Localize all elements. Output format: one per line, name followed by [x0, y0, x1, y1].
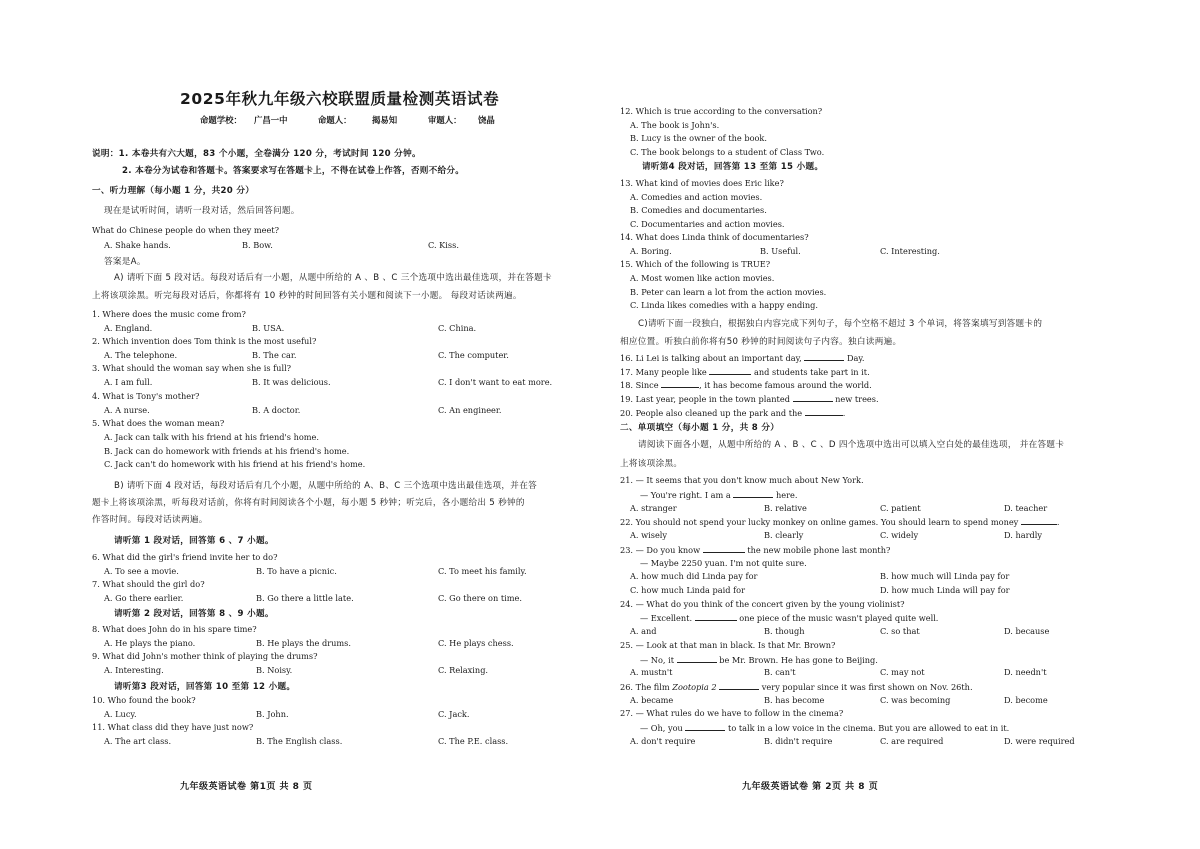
question-1-option-c: C. China. — [438, 323, 477, 333]
question-2-option-a: A. The telephone. — [104, 350, 178, 360]
page-2-footer: 九年级英语试卷 第 2页 共 8 页 — [742, 782, 879, 792]
question-23-prompt: 23. — Do you know the new mobile phone last month? — [620, 545, 891, 555]
question-4-option-b: B. A doctor. — [252, 405, 301, 415]
question-3-option-a: A. I am full. — [104, 377, 153, 387]
question-22-blank — [1021, 516, 1057, 525]
question-22-option-a: A. wisely — [630, 530, 668, 540]
question-27-prompt: 27. — What rules do we have to follow in the cinema? — [620, 708, 844, 718]
question-6: 6. What did the girl's friend invite her to do? — [92, 552, 278, 562]
question-26-option-c: C. was becoming — [880, 695, 951, 705]
section-2-instructions-1: 请阅读下面各小题，从题中所给的 A 、B 、C 、D 四个选项中选出可以填入空白处的最佳选项， 并在答题卡 — [638, 440, 1065, 450]
question-26-option-a: A. became — [630, 695, 674, 705]
question-14-option-c: C. Interesting. — [880, 246, 940, 256]
question-17: 17. Many people like and students take part in it. — [620, 367, 870, 377]
question-9: 9. What did John's mother think of playing the drums? — [92, 651, 318, 661]
question-13: 13. What kind of movies does Eric like? — [620, 178, 784, 188]
page-1-footer: 九年级英语试卷 第1页 共 8 页 — [180, 782, 313, 792]
question-10-option-c: C. Jack. — [438, 709, 470, 719]
question-5: 5. What does the woman mean? — [92, 418, 225, 428]
question-12-option-a: A. The book is John's. — [630, 120, 720, 130]
question-20-blank — [805, 407, 843, 416]
question-27-option-b: B. didn't require — [764, 736, 833, 746]
question-24-prompt: 24. — What do you think of the concert given by the young violinist? — [620, 599, 905, 609]
question-21-reply: — You're right. I am a here. — [640, 490, 798, 500]
question-20: 20. People also cleaned up the park and the . — [620, 408, 846, 418]
question-23-option-a: A. how much did Linda pay for — [630, 571, 758, 581]
question-21-option-b: B. relative — [764, 503, 807, 513]
question-19-blank — [793, 393, 833, 402]
question-3-option-b: B. It was delicious. — [252, 377, 331, 387]
question-14-option-a: A. Boring. — [630, 246, 672, 256]
question-27-reply: — Oh, you to talk in a low voice in the cinema. But you are allowed to eat in it. — [640, 723, 1010, 733]
question-3-option-c: C. I don't want to eat more. — [438, 377, 553, 387]
school-name: 广昌一中 — [254, 115, 288, 125]
question-26-blank — [719, 681, 759, 690]
question-10-option-a: A. Lucy. — [104, 709, 137, 719]
question-17-blank — [709, 366, 751, 375]
question-7-option-c: C. Go there on time. — [438, 593, 522, 603]
question-9-option-a: A. Interesting. — [104, 665, 164, 675]
question-8-option-c: C. He plays chess. — [438, 638, 514, 648]
question-11-option-a: A. The art class. — [104, 736, 172, 746]
question-21-prompt: 21. — It seems that you don't know much about New York. — [620, 475, 864, 485]
question-23-option-b: B. how much will Linda pay for — [880, 571, 1010, 581]
question-6-option-a: A. To see a movie. — [104, 566, 179, 576]
setter-label: 命题人： — [318, 115, 352, 125]
sample-option-c: C. Kiss. — [428, 240, 459, 250]
part-b-instructions-3: 作答时间。每段对话读两遍。 — [92, 515, 208, 525]
question-25-reply: — No, it be Mr. Brown. He has gone to Beijing. — [640, 655, 878, 665]
question-2-option-c: C. The computer. — [438, 350, 509, 360]
question-3: 3. What should the woman say when she is full? — [92, 363, 292, 373]
question-25-blank — [677, 654, 717, 663]
question-15-option-b: B. Peter can learn a lot from the action movies. — [630, 287, 827, 297]
dialogue-2-heading: 请听第 2 段对话，回答第 8 、9 小题。 — [114, 609, 274, 619]
question-21-option-c: C. patient — [880, 503, 921, 513]
question-18: 18. Since , it has become famous around the world. — [620, 380, 872, 390]
question-24-option-b: B. though — [764, 626, 805, 636]
question-21-blank — [733, 489, 773, 498]
question-19: 19. Last year, people in the town planted new trees. — [620, 394, 879, 404]
question-18-blank — [661, 379, 699, 388]
question-2-option-b: B. The car. — [252, 350, 297, 360]
question-2: 2. Which invention does Tom think is the most useful? — [92, 336, 317, 346]
question-4-option-a: A. A nurse. — [104, 405, 150, 415]
sample-option-b: B. Bow. — [242, 240, 273, 250]
question-7-option-a: A. Go there earlier. — [104, 593, 184, 603]
instructions-line-1: 说明：1. 本卷共有六大题，83 个小题，全卷满分 120 分，考试时间 120 分钟。 — [92, 149, 421, 159]
question-1: 1. Where does the music come from? — [92, 309, 246, 319]
question-4-option-c: C. An engineer. — [438, 405, 502, 415]
question-25-option-b: B. can't — [764, 667, 796, 677]
part-b-instructions-1: B) 请听下面 4 段对话，每段对话后有几个小题，从题中所给的 A、B、C 三个选项中选出最佳选项，并在答 — [114, 481, 537, 491]
question-27-option-d: D. were required — [1004, 736, 1075, 746]
question-25-prompt: 25. — Look at that man in black. Is that Mr. Brown? — [620, 640, 836, 650]
question-27-option-a: A. don't require — [630, 736, 696, 746]
question-4: 4. What is Tony's mother? — [92, 391, 200, 401]
question-21-option-a: A. stranger — [630, 503, 677, 513]
question-9-option-c: C. Relaxing. — [438, 665, 489, 675]
sample-option-a: A. Shake hands. — [104, 240, 171, 250]
question-7-option-b: B. Go there a little late. — [256, 593, 354, 603]
question-1-option-a: A. England. — [104, 323, 153, 333]
sample-intro: 现在是试听时间，请听一段对话，然后回答问题。 — [104, 206, 300, 216]
question-25-option-d: D. needn't — [1004, 667, 1047, 677]
question-5-option-c: C. Jack can't do homework with his friend at his friend's home. — [104, 459, 366, 469]
question-22-option-d: D. hardly — [1004, 530, 1043, 540]
question-6-option-b: B. To have a picnic. — [256, 566, 337, 576]
question-8: 8. What does John do in his spare time? — [92, 624, 257, 634]
question-27-option-c: C. are required — [880, 736, 944, 746]
part-c-instructions-2: 相应位置。听独白前你将有50 秒钟的时间阅读句子内容。独白读两遍。 — [620, 337, 902, 347]
question-11-option-b: B. The English class. — [256, 736, 343, 746]
question-23-reply: — Maybe 2250 yuan. I'm not quite sure. — [640, 558, 807, 568]
question-22: 22. You should not spend your lucky monkey on online games. You should learn to spend money . — [620, 517, 1060, 527]
part-b-instructions-2: 题卡上将该项涂黑，听每段对话前，你将有时间阅读各个小题，每小题 5 秒钟；听完后，各小题给出 5 秒钟的 — [92, 498, 525, 508]
sample-question: What do Chinese people do when they meet? — [92, 225, 280, 235]
question-13-option-c: C. Documentaries and action movies. — [630, 219, 785, 229]
sample-answer: 答案是A。 — [104, 257, 146, 267]
question-11-option-c: C. The P.E. class. — [438, 736, 509, 746]
question-13-option-a: A. Comedies and action movies. — [630, 192, 763, 202]
question-24-reply: — Excellent. one piece of the music wasn't played quite well. — [640, 613, 939, 623]
question-6-option-c: C. To meet his family. — [438, 566, 527, 576]
question-23-option-d: D. how much Linda will pay for — [880, 585, 1010, 595]
question-9-option-b: B. Noisy. — [256, 665, 293, 675]
question-13-option-b: B. Comedies and documentaries. — [630, 205, 767, 215]
question-14: 14. What does Linda think of documentaries? — [620, 232, 809, 242]
question-25-option-c: C. may not — [880, 667, 925, 677]
question-12-option-c: C. The book belongs to a student of Class Two. — [630, 147, 825, 157]
section-2-instructions-2: 上将该项涂黑。 — [620, 459, 683, 469]
question-1-option-b: B. USA. — [252, 323, 285, 333]
exam-title: 2025年秋九年级六校联盟质量检测英语试卷 — [180, 90, 500, 108]
question-23-blank — [703, 544, 745, 553]
question-26-option-b: B. has become — [764, 695, 825, 705]
question-12-option-b: B. Lucy is the owner of the book. — [630, 133, 767, 143]
question-10: 10. Who found the book? — [92, 695, 196, 705]
reviewer-name: 饶晶 — [478, 115, 495, 125]
part-a-instructions-2: 上将该项涂黑。听完每段对话后，你都将有 10 秒钟的时间回答有关小题和阅读下一小题。 每段对话读两遍。 — [92, 291, 522, 301]
part-a-instructions-1: A) 请听下面 5 段对话。每段对话后有一小题，从题中所给的 A 、B 、C 三个选项中选出最佳选项，并在答题卡 — [114, 273, 552, 283]
question-26: 26. The film Zootopia 2 very popular since it was first shown on Nov. 26th. — [620, 682, 973, 692]
question-12: 12. Which is true according to the conversation? — [620, 106, 823, 116]
question-8-option-b: B. He plays the drums. — [256, 638, 351, 648]
question-24-blank — [695, 612, 737, 621]
question-27-blank — [685, 722, 725, 731]
film-title: Zootopia 2 — [672, 682, 717, 692]
question-25-option-a: A. mustn't — [630, 667, 673, 677]
instructions-line-2: 2. 本卷分为试卷和答题卡。答案要求写在答题卡上，不得在试卷上作答，否则不给分。 — [122, 166, 465, 176]
question-22-option-c: C. widely — [880, 530, 919, 540]
question-26-option-d: D. become — [1004, 695, 1048, 705]
question-7: 7. What should the girl do? — [92, 579, 205, 589]
question-10-option-b: B. John. — [256, 709, 289, 719]
reviewer-label: 审题人： — [428, 115, 462, 125]
question-21-option-d: D. teacher — [1004, 503, 1048, 513]
question-23-option-c: C. how much Linda paid for — [630, 585, 746, 595]
dialogue-3-heading: 请听第3 段对话，回答第 10 至第 12 小题。 — [114, 682, 296, 692]
part-c-instructions-1: C)请听下面一段独白，根据独白内容完成下列句子，每个空格不超过 3 个单词，将答案填写到答题卡的 — [638, 319, 1043, 329]
question-24-option-a: A. and — [630, 626, 657, 636]
setter-name: 揭易知 — [372, 115, 398, 125]
section-1-heading: 一、听力理解（每小题 1 分，共20 分） — [92, 186, 255, 196]
section-2-heading: 二、单项填空（每小题 1 分，共 8 分） — [620, 423, 780, 433]
dialogue-4-heading: 请听第4 段对话，回答第 13 至第 15 小题。 — [642, 162, 824, 172]
question-14-option-b: B. Useful. — [760, 246, 801, 256]
question-8-option-a: A. He plays the piano. — [104, 638, 196, 648]
dialogue-1-heading: 请听第 1 段对话，回答第 6 、7 小题。 — [114, 536, 274, 546]
question-24-option-c: C. so that — [880, 626, 920, 636]
school-label: 命题学校： — [200, 115, 242, 125]
question-22-option-b: B. clearly — [764, 530, 804, 540]
question-15-option-a: A. Most women like action movies. — [630, 273, 775, 283]
question-15: 15. Which of the following is TRUE? — [620, 259, 771, 269]
question-5-option-b: B. Jack can do homework with friends at his friend's home. — [104, 446, 350, 456]
question-16: 16. Li Lei is talking about an important day, Day. — [620, 353, 865, 363]
question-15-option-c: C. Linda likes comedies with a happy ending. — [630, 300, 818, 310]
question-5-option-a: A. Jack can talk with his friend at his friend's home. — [104, 432, 320, 442]
question-11: 11. What class did they have just now? — [92, 722, 254, 732]
question-24-option-d: D. because — [1004, 626, 1050, 636]
question-16-blank — [804, 352, 844, 361]
